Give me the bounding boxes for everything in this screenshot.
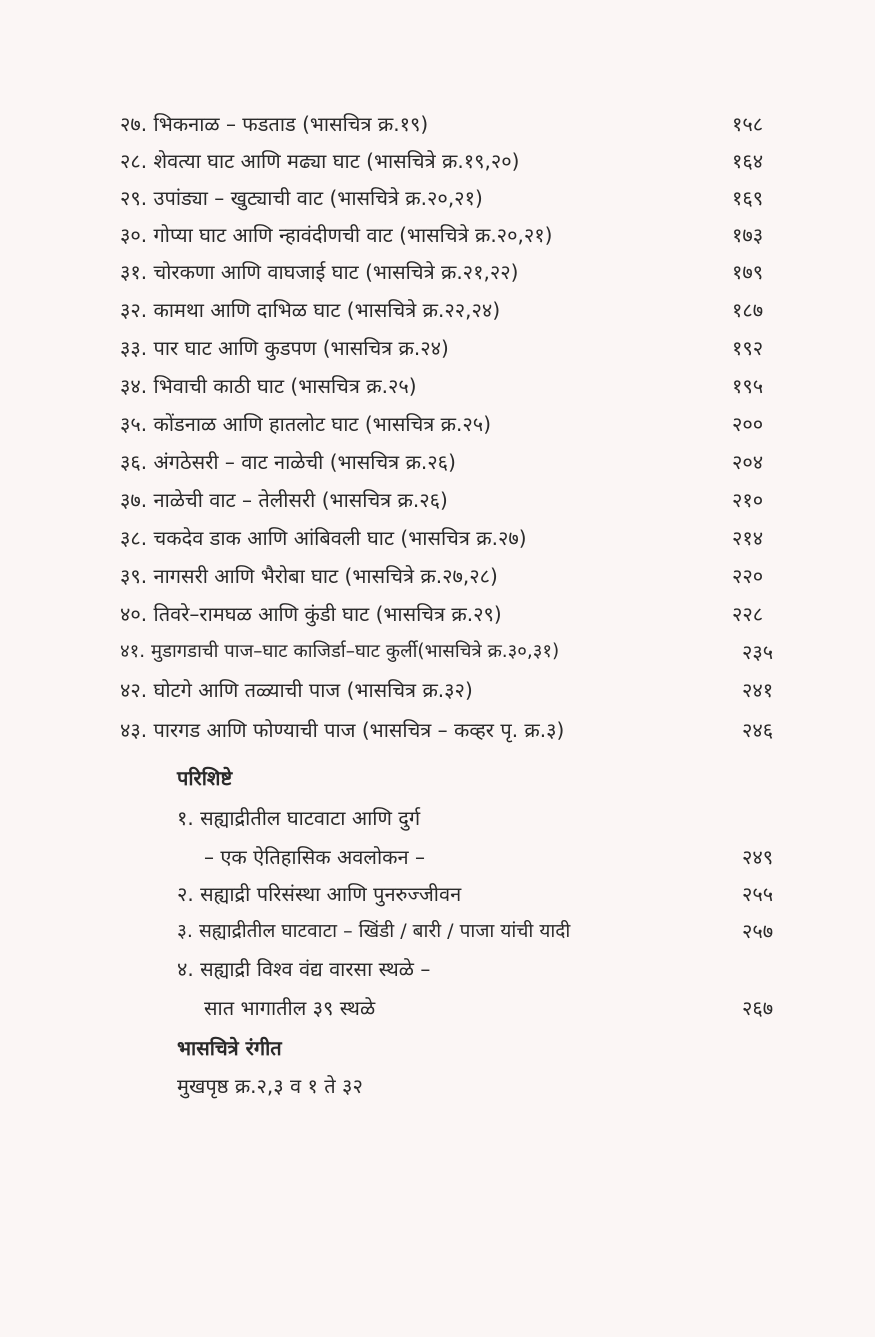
- toc-entry-page: १९२: [732, 336, 764, 360]
- toc-entry-38: [0, 520, 875, 556]
- toc-entry-page: २४६: [742, 718, 774, 742]
- appendix-entry-1: [0, 800, 875, 836]
- toc-entry-35: [0, 406, 875, 442]
- appendix-entry-page: २५७: [742, 919, 774, 943]
- toc-entry-43: [0, 712, 875, 748]
- toc-entry-41: [0, 634, 875, 670]
- toc-entry-29: [0, 180, 875, 216]
- toc-entry-title: ४१. मुडागडाची पाज–घाट काजिर्डा–घाट कुर्ली(भासचित्रे क्र.३०,३१): [120, 641, 560, 662]
- toc-entry-title: २७. भिकनाळ – फडताड (भासचित्र क्र.१९): [120, 112, 429, 136]
- toc-entry-page: १७३: [732, 223, 764, 247]
- color-plates-text: मुखपृष्ठ क्र.२,३ व १ ते ३२: [177, 1074, 363, 1098]
- toc-entry-page: १६४: [732, 149, 764, 173]
- appendix-entry-4: [0, 951, 875, 987]
- appendix-heading: [0, 760, 875, 796]
- appendix-entry-3: [0, 913, 875, 949]
- toc-entry-title: ३३. पार घाट आणि कुडपण (भासचित्र क्र.२४): [120, 336, 449, 360]
- toc-entry-page: १६९: [732, 186, 764, 210]
- toc-entry-page: २३५: [742, 640, 774, 664]
- toc-entry-page: १८७: [732, 298, 764, 322]
- appendix-entry-subtitle: – एक ऐतिहासिक अवलोकन –: [204, 845, 425, 869]
- appendix-entry-page: २६७: [742, 996, 774, 1020]
- appendix-entry-title: १. सह्याद्रीतील घाटवाटा आणि दुर्ग: [177, 806, 421, 830]
- toc-entry-27: [0, 106, 875, 142]
- appendix-heading-text: परिशिष्टे: [177, 766, 233, 790]
- toc-entry-title: ३७. नाळेची वाट – तेलीसरी (भासचित्र क्र.२६): [120, 488, 448, 512]
- toc-entry-36: [0, 444, 875, 480]
- color-plates-heading-text: भासचित्रे रंगीत: [177, 1036, 282, 1060]
- color-plates-line: [0, 1068, 875, 1104]
- toc-entry-title: २८. शेवत्या घाट आणि मढ्या घाट (भासचित्रे क्र.१९,२०): [120, 149, 520, 173]
- toc-entry-page: १७९: [732, 260, 764, 284]
- toc-entry-34: [0, 368, 875, 404]
- toc-entry-title: ३८. चकदेव डाक आणि आंबिवली घाट (भासचित्र क्र.२७): [120, 526, 527, 550]
- appendix-entry-title: ३. सह्याद्रीतील घाटवाटा – खिंडी / बारी / पाजा यांची यादी: [177, 920, 571, 942]
- toc-entry-page: २२०: [732, 564, 764, 588]
- toc-entry-title: ४२. घोटगे आणि तळ्याची पाज (भासचित्र क्र.३२): [120, 678, 473, 702]
- toc-entry-title: ३९. नागसरी आणि भैरोबा घाट (भासचित्रे क्र.२७,२८): [120, 564, 498, 588]
- toc-entry-page: २१४: [732, 526, 764, 550]
- appendix-entry-1-continued: [0, 839, 875, 875]
- toc-entry-title: ३२. कामथा आणि दाभिळ घाट (भासचित्रे क्र.२२,२४): [120, 298, 501, 322]
- toc-entry-page: १९५: [732, 374, 764, 398]
- toc-entry-33: [0, 330, 875, 366]
- toc-entry-28: [0, 143, 875, 179]
- toc-entry-page: २२८: [732, 602, 764, 626]
- toc-entry-title: ३१. चोरकणा आणि वाघजाई घाट (भासचित्रे क्र.२१,२२): [120, 260, 519, 284]
- toc-entry-title: ३५. कोंडनाळ आणि हातलोट घाट (भासचित्र क्र.२५): [120, 412, 492, 436]
- toc-entry-title: ३०. गोप्या घाट आणि न्हावंदीणची वाट (भासचित्रे क्र.२०,२१): [120, 223, 553, 247]
- toc-entry-40: [0, 596, 875, 632]
- appendix-entry-subtitle: सात भागातील ३९ स्थळे: [204, 996, 376, 1020]
- toc-entry-30: [0, 217, 875, 253]
- toc-entry-page: २०४: [732, 450, 764, 474]
- appendix-entry-title: ४. सह्याद्री विश्व वंद्य वारसा स्थळे –: [177, 957, 431, 981]
- toc-entry-title: ३६. अंगठेसरी – वाट नाळेची (भासचित्र क्र.२६): [120, 450, 456, 474]
- toc-entry-37: [0, 482, 875, 518]
- color-plates-heading: [0, 1030, 875, 1066]
- toc-entry-title: ४०. तिवरे–रामघळ आणि कुंडी घाट (भासचित्र क्र.२९): [120, 602, 502, 626]
- toc-entry-title: ४३. पारगड आणि फोण्याची पाज (भासचित्र – कव्हर पृ. क्र.३): [120, 718, 565, 742]
- toc-entry-page: २४१: [742, 678, 774, 702]
- toc-entry-page: १५८: [732, 112, 764, 136]
- appendix-entry-page: २४९: [742, 845, 774, 869]
- appendix-entry-page: २५५: [742, 882, 774, 906]
- toc-entry-page: २१०: [732, 488, 764, 512]
- toc-entry-title: ३४. भिवाची काठी घाट (भासचित्र क्र.२५): [120, 374, 417, 398]
- appendix-entry-4-continued: [0, 990, 875, 1026]
- toc-entry-39: [0, 558, 875, 594]
- toc-entry-title: २९. उपांड्या – खुट्याची वाट (भासचित्रे क्र.२०,२१): [120, 186, 483, 210]
- toc-entry-42: [0, 672, 875, 708]
- toc-entry-page: २००: [732, 412, 764, 436]
- toc-entry-31: [0, 254, 875, 290]
- appendix-entry-2: [0, 876, 875, 912]
- toc-entry-32: [0, 292, 875, 328]
- appendix-entry-title: २. सह्याद्री परिसंस्था आणि पुनरुज्जीवन: [177, 882, 462, 906]
